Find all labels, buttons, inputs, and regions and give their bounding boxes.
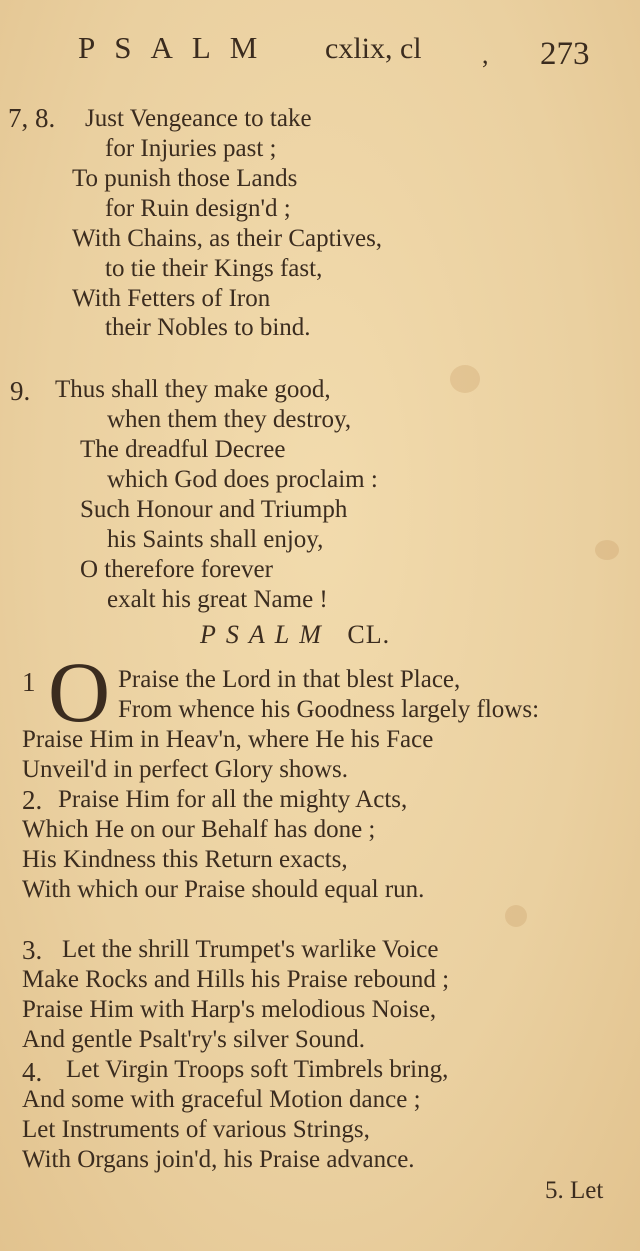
verse-number: 7, 8. — [8, 103, 56, 133]
verse-line: Make Rocks and Hills his Praise rebound ; — [22, 966, 450, 993]
verse-line: to tie their Kings fast, — [105, 255, 323, 282]
verse-line: for Injuries past ; — [105, 135, 277, 162]
catchword: 5. Let — [545, 1177, 604, 1204]
verse-line: Praise the Lord in that blest Place, — [118, 666, 461, 693]
foxing-stain — [505, 905, 527, 927]
running-head-mark: , — [482, 40, 489, 69]
verse-line: their Nobles to bind. — [105, 314, 311, 341]
foxing-stain — [450, 365, 480, 393]
verse-line: And some with graceful Motion dance ; — [22, 1086, 421, 1113]
verse-number: 3. — [22, 935, 43, 965]
verse-line: exalt his great Name ! — [107, 586, 328, 613]
verse-line: when them they destroy, — [107, 406, 352, 433]
verse-line: Praise Him in Heav'n, where He his Face — [22, 726, 434, 753]
verse-line: With Chains, as their Captives, — [72, 225, 383, 252]
verse-line: Such Honour and Triumph — [80, 496, 348, 523]
verse-number: 4. — [22, 1057, 43, 1087]
verse-number: 9. — [10, 376, 31, 406]
verse-line: Let Virgin Troops soft Timbrels bring, — [66, 1056, 449, 1083]
verse-line: And gentle Psalt'ry's silver Sound. — [22, 1026, 366, 1053]
verse-line: Let the shrill Trumpet's warlike Voice — [62, 936, 439, 963]
drop-cap: O — [48, 644, 111, 740]
psalm-heading-number: CL. — [347, 620, 391, 649]
page-number: 273 — [540, 36, 590, 72]
running-head-title: PSALM — [78, 30, 277, 65]
verse-line: for Ruin design'd ; — [105, 195, 291, 222]
verse-line: Let Instruments of various Strings, — [22, 1116, 370, 1143]
verse-line: With which our Praise should equal run. — [22, 876, 425, 903]
verse-line: With Organs join'd, his Praise advance. — [22, 1146, 415, 1173]
verse-number: 2. — [22, 785, 43, 815]
verse-line: which God does proclaim : — [107, 466, 378, 493]
verse-line: Which He on our Behalf has done ; — [22, 816, 376, 843]
verse-line: Thus shall they make good, — [55, 376, 331, 403]
foxing-stain — [595, 540, 619, 560]
verse-number: 1 — [22, 667, 36, 697]
verse-line: The dreadful Decree — [80, 436, 286, 463]
running-head-subtitle: cxlix, cl — [325, 32, 422, 65]
verse-line: O therefore forever — [80, 556, 273, 583]
verse-line: With Fetters of Iron — [72, 285, 271, 312]
verse-line: Praise Him with Harp's melodious Noise, — [22, 996, 437, 1023]
verse-line: To punish those Lands — [72, 165, 298, 192]
psalm-heading — [200, 620, 390, 650]
verse-line: Praise Him for all the mighty Acts, — [58, 786, 408, 813]
verse-line: Just Vengeance to take — [85, 105, 312, 132]
verse-line: Unveil'd in perfect Glory shows. — [22, 756, 348, 783]
verse-line: his Saints shall enjoy, — [107, 526, 324, 553]
verse-line: From whence his Goodness largely flows: — [118, 696, 540, 723]
verse-line: His Kindness this Return exacts, — [22, 846, 348, 873]
psalm-heading-word: PSALM — [200, 620, 331, 649]
